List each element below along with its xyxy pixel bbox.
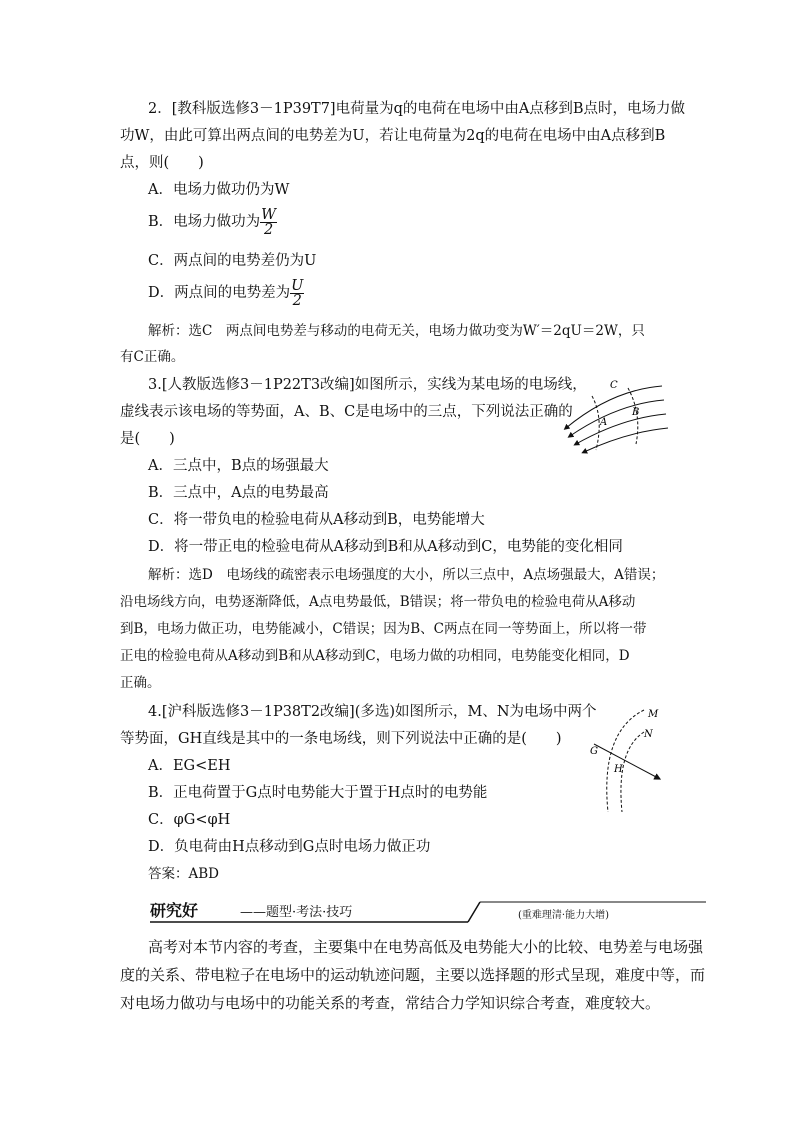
q2-option-b-fraction [260,208,277,237]
q2-option-d [148,278,304,308]
q4-option-a: A．EG<EH [148,758,231,774]
label-m: M [648,709,659,720]
section-tag: (重难理清·能力大增) [518,910,609,921]
field-line-gh [594,744,658,778]
q3-option-d: D．将一带正电的检验电荷从A移动到B和从A移动到C，电势能的变化相同 [148,539,623,555]
q2-line-1: 2．[教科版选修3－1P39T7]电荷量为q的电荷在电场中由A点移到B点时，电场力做 [148,101,685,117]
q2-solution-line-1: 解析：选C 两点间电势差与移动的电荷无关，电场力做功变为W′＝2qU＝2W，只 [148,323,645,339]
q3-option-a: A．三点中，B点的场强最大 [148,458,329,474]
fraction-denominator: 2 [292,292,302,309]
q4-line-2: 等势面，GH直线是其中的一条电场线，则下列说法中正确的是( ) [120,731,562,747]
q2-line-2: 功W，由此可算出两点间的电势差为U，若让电荷量为2q的电荷在电场中由A点移到B [120,128,666,144]
fraction-numerator: U [291,277,304,294]
q3-line-2: 虚线表示该电场的等势面，A、B、C是电场中的三点，下列说法正确的 [120,404,573,420]
intro-line-3: 对电场力做功与电场中的功能关系的考查，常结合力学知识综合考查，难度较大。 [120,994,661,1012]
q2-option-a: A．电场力做功仍为W [148,182,290,198]
q3-solution-line-5: 正确。 [120,675,161,691]
section-subtitle: ——题型·考法·技巧 [240,905,353,920]
section-title: 研究好 [150,901,199,920]
q4-line-1: 4.[沪科版选修3－1P38T2改编](多选)如图所示，M、N为电场中两个 [148,704,597,720]
label-a: A [600,417,608,428]
q3-solution-line-3: 到B，电场力做正功，电势能减小，C错误；因为B、C两点在同一等势面上，所以将一带 [120,621,647,637]
q4-option-c: C．φG<φH [148,812,231,828]
q4-option-d: D．负电荷由H点移动到G点时电场力做正功 [148,839,431,855]
section-header [150,896,706,924]
label-b: B [632,407,640,418]
q3-solution-line-2: 沿电场线方向，电势逐渐降低，A点电势最低，B错误；将一带负电的检验电荷从A移动 [120,594,636,610]
q3-line-1: 3.[人教版选修3－1P22T3改编]如图所示，实线为某电场的电场线， [148,377,587,393]
q4-option-b: B．正电荷置于G点时电势能大于置于H点时的电势能 [148,785,488,801]
q3-solution-line-1: 解析：选D 电场线的疏密表示电场强度的大小，所以三点中，A点场强最大，A错误； [148,567,665,583]
equipotential-surface-n [621,732,644,812]
q4-equipotential-diagram [580,702,664,814]
q2-solution-line-2: 有C正确。 [120,349,185,365]
q3-option-b: B．三点中，A点的电势最高 [148,485,329,501]
q2-line-3: 点，则( ) [120,155,204,171]
field-line [576,414,666,444]
q4-answer: 答案：ABD [148,866,219,882]
label-g: G [590,746,598,757]
q2-option-c: C．两点间的电势差仍为U [148,253,317,269]
intro-line-1: 高考对本节内容的考查，主要集中在电势高低及电势能大小的比较、电势差与电场强 [148,938,704,956]
intro-line-2: 度的关系、带电粒子在电场中的运动轨迹问题，主要以选择题的形式呈现，难度中等，而 [120,966,706,984]
q3-line-3: 是( ) [120,431,175,447]
equipotential-line [592,396,599,450]
field-line [566,386,662,428]
q3-option-c: C．将一带负电的检验电荷从A移动到B，电势能增大 [148,512,485,528]
q2-option-d-text: D．两点间的电势差为 [148,285,291,301]
fraction-numerator: W [261,206,277,223]
label-c: C [610,380,618,391]
field-line [584,428,668,452]
section-header-rule [150,896,706,924]
label-n: N [644,729,653,740]
label-h: H [614,764,623,775]
fraction-denominator: 2 [263,221,274,238]
q2-option-b [148,207,277,237]
q3-field-diagram [562,378,670,454]
q2-option-d-fraction [290,279,304,308]
q2-option-b-text: B．电场力做功为 [148,214,261,230]
q3-solution-line-4: 正电的检验电荷从A移动到B和从A移动到C，电场力做的功相同，电势能变化相同，D [120,648,630,664]
